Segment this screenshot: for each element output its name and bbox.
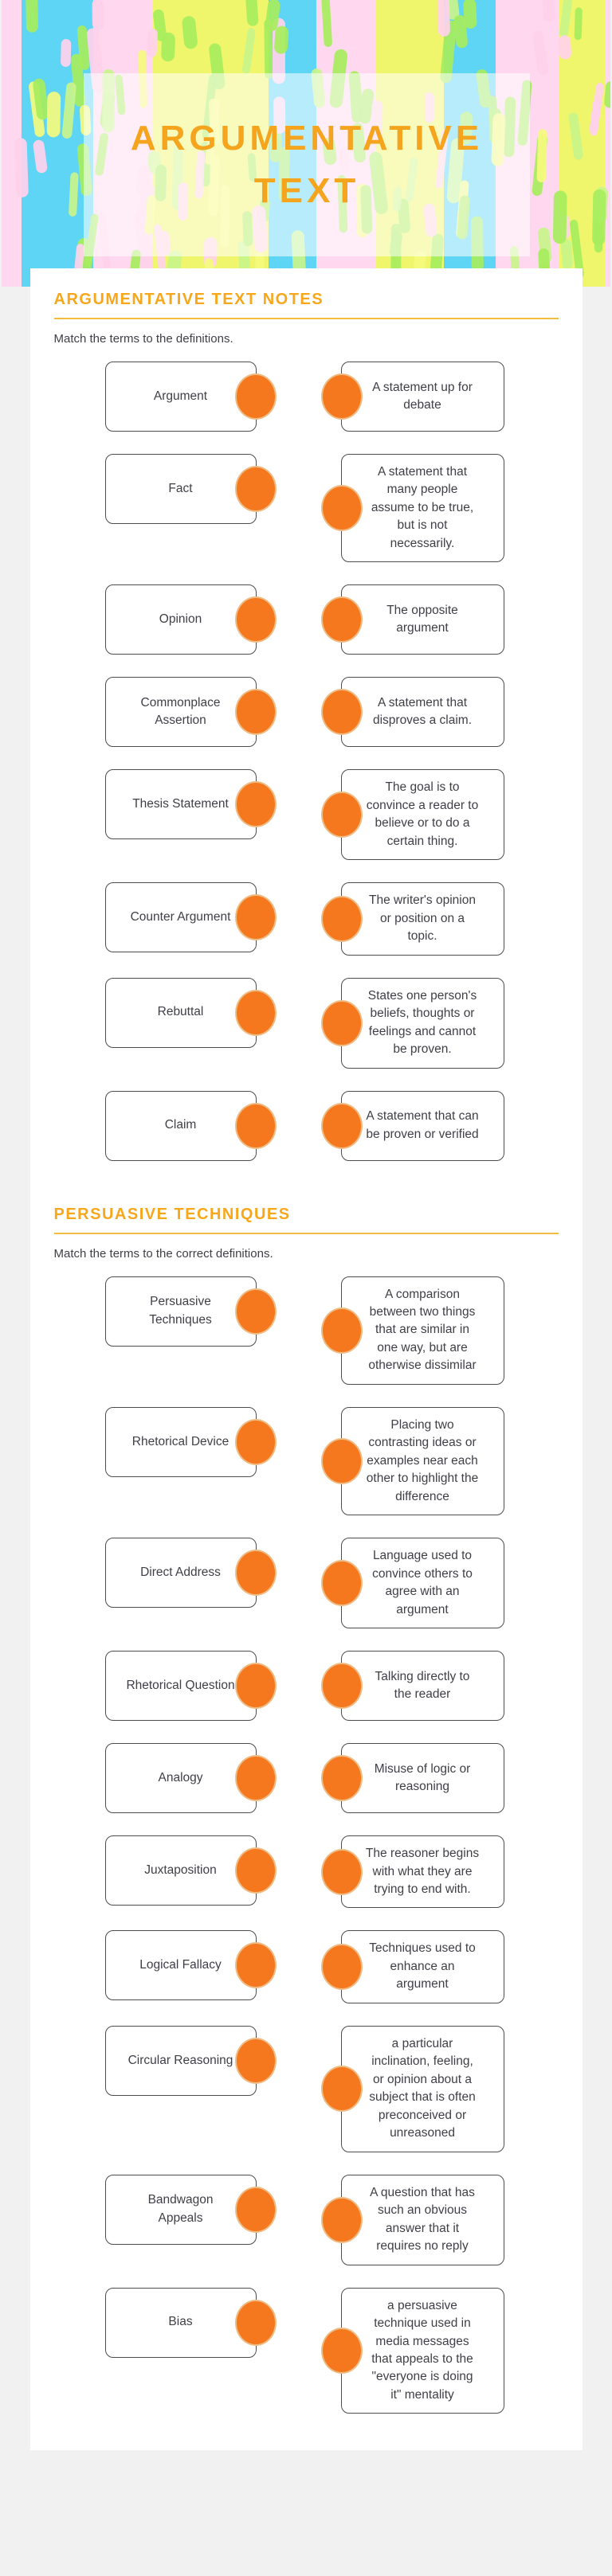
definition-connector-dot[interactable]	[321, 596, 363, 643]
term-label: Juxtaposition	[144, 1863, 217, 1877]
term-box	[105, 1835, 257, 1906]
definition-box	[341, 2288, 504, 2414]
definition-connector-dot[interactable]	[321, 1308, 363, 1354]
definition-connector-dot[interactable]	[321, 1663, 363, 1709]
header-banner	[2, 0, 610, 287]
term-label: Analogy	[158, 1770, 203, 1784]
definition-box	[341, 1743, 504, 1813]
term-connector-dot[interactable]	[235, 2187, 277, 2233]
term-label: Direct Address	[140, 1565, 221, 1579]
definition-label: The goal is to convince a reader to believe or to do a certain thing.	[366, 780, 479, 848]
match-row	[105, 454, 559, 562]
definition-connector-dot[interactable]	[321, 1438, 363, 1484]
match-row	[105, 362, 559, 432]
match-row	[105, 1743, 559, 1813]
term-connector-dot[interactable]	[235, 2038, 277, 2084]
term-connector-dot[interactable]	[235, 1847, 277, 1894]
term-box	[105, 1930, 257, 2000]
worksheet-card	[30, 268, 583, 2450]
term-box	[105, 978, 257, 1048]
term-label: Bandwagon Appeals	[147, 2193, 214, 2225]
term-box	[105, 1651, 257, 1721]
term-connector-dot[interactable]	[235, 1103, 277, 1149]
definition-label: A statement that disproves a claim.	[372, 695, 473, 728]
term-box	[105, 1538, 257, 1608]
definition-label: The reasoner begins with what they are trying to end with.	[365, 1847, 480, 1896]
definition-box	[341, 362, 504, 432]
definition-label: Techniques used to enhance an argument	[369, 1941, 476, 1992]
term-label: Persuasive Techniques	[149, 1295, 212, 1327]
section-persuasive-techniques	[54, 1206, 559, 2414]
term-label: Commonplace Assertion	[140, 695, 221, 728]
term-label: Logical Fallacy	[139, 1958, 222, 1972]
definition-box	[341, 1835, 504, 1908]
section-argumentative-text-notes	[54, 291, 559, 1161]
definition-label: The opposite argument	[386, 603, 458, 635]
term-connector-dot[interactable]	[235, 781, 277, 827]
definition-label: A statement that can be proven or verified	[366, 1109, 479, 1141]
term-connector-dot[interactable]	[235, 1755, 277, 1801]
term-connector-dot[interactable]	[235, 1942, 277, 1988]
section-heading: PERSUASIVE TECHNIQUES	[53, 1205, 291, 1223]
definition-box	[341, 2175, 504, 2265]
definition-box	[341, 454, 504, 562]
term-connector-dot[interactable]	[235, 1288, 277, 1335]
definition-box	[341, 769, 504, 860]
definition-label: A question that has such an obvious answer that it requires no reply	[370, 2185, 475, 2254]
definition-box	[341, 677, 504, 747]
definition-connector-dot[interactable]	[321, 1103, 363, 1149]
term-label: Rhetorical Device	[131, 1434, 230, 1448]
term-connector-dot[interactable]	[235, 1550, 277, 1596]
term-label: Circular Reasoning	[128, 2053, 233, 2067]
definition-connector-dot[interactable]	[321, 2066, 363, 2112]
term-box	[105, 2288, 257, 2358]
term-connector-dot[interactable]	[235, 596, 277, 643]
term-label: Claim	[164, 1118, 197, 1132]
match-row	[105, 882, 559, 955]
definition-label: a persuasive technique used in media messages that appeals to the "everyone is doing it" mentality	[371, 2298, 473, 2402]
definition-box	[341, 1091, 504, 1161]
match-row	[105, 1276, 559, 1385]
section-divider	[54, 318, 559, 319]
definition-box	[341, 882, 504, 955]
definition-label: Language used to convince others to agree with an argument	[372, 1549, 473, 1616]
term-box	[105, 362, 257, 432]
term-box	[105, 1091, 257, 1161]
match-row	[105, 978, 559, 1069]
match-row	[105, 1835, 559, 1908]
match-row	[105, 1407, 559, 1515]
matching-exercise	[105, 362, 559, 1161]
banner-title-panel	[84, 73, 530, 256]
match-row	[105, 1930, 559, 2003]
match-row	[105, 677, 559, 747]
section-instruction: Match the terms to the correct definitions.	[53, 1246, 273, 1261]
definition-connector-dot[interactable]	[321, 1944, 363, 1990]
term-connector-dot[interactable]	[235, 990, 277, 1036]
match-row	[105, 584, 559, 655]
definition-box	[341, 1651, 504, 1721]
match-row	[105, 1651, 559, 1721]
definition-box	[341, 584, 504, 655]
term-box	[105, 2026, 257, 2096]
definition-connector-dot[interactable]	[321, 1560, 363, 1606]
match-row	[105, 1538, 559, 1628]
worksheet-title-line2: TEXT	[253, 171, 360, 210]
term-connector-dot[interactable]	[235, 373, 277, 420]
match-row	[105, 2175, 559, 2265]
term-label: Rhetorical Question	[126, 1678, 235, 1692]
definition-box	[341, 1276, 504, 1385]
term-label: Bias	[168, 2315, 193, 2329]
definition-connector-dot[interactable]	[321, 1849, 363, 1895]
definition-connector-dot[interactable]	[321, 485, 363, 531]
match-row	[105, 1091, 559, 1161]
definition-connector-dot[interactable]	[321, 1000, 363, 1046]
section-heading: ARGUMENTATIVE TEXT NOTES	[53, 291, 324, 308]
term-label: Thesis Statement	[132, 797, 229, 811]
term-box	[105, 1276, 257, 1347]
term-connector-dot[interactable]	[235, 1419, 277, 1465]
definition-box	[341, 2026, 504, 2152]
definition-label: Misuse of logic or reasoning	[374, 1761, 471, 1794]
match-row	[105, 2026, 559, 2152]
term-label: Fact	[168, 481, 193, 495]
term-label: Counter Argument	[130, 909, 231, 924]
term-box	[105, 677, 257, 747]
definition-label: The writer's opinion or position on a topic.	[369, 893, 476, 944]
definition-box	[341, 978, 504, 1069]
definition-connector-dot[interactable]	[321, 896, 363, 942]
definition-connector-dot[interactable]	[321, 2197, 363, 2243]
definition-label: Placing two contrasting ideas or examples near each other to highlight the difference	[366, 1417, 479, 1503]
section-divider	[54, 1233, 559, 1234]
term-label: Rebuttal	[157, 1005, 204, 1019]
match-row	[105, 769, 559, 860]
definition-connector-dot[interactable]	[321, 689, 363, 735]
term-box	[105, 454, 257, 524]
definition-connector-dot[interactable]	[321, 1755, 363, 1801]
term-connector-dot[interactable]	[235, 466, 277, 512]
definition-connector-dot[interactable]	[321, 792, 363, 838]
term-label: Opinion	[159, 612, 202, 627]
definition-label: A statement up for debate	[372, 380, 473, 412]
section-instruction: Match the terms to the definitions.	[53, 332, 233, 346]
term-connector-dot[interactable]	[235, 1663, 277, 1709]
term-connector-dot[interactable]	[235, 689, 277, 735]
term-box	[105, 769, 257, 839]
term-box	[105, 2175, 257, 2245]
definition-label: A statement that many people assume to be true, but is not necessarily.	[371, 465, 474, 550]
term-box	[105, 882, 257, 952]
definition-label: A comparison between two things that are similar in one way, but are otherwise dissimilar	[368, 1287, 477, 1373]
match-row	[105, 2288, 559, 2414]
definition-connector-dot[interactable]	[321, 373, 363, 420]
definition-label: Talking directly to the reader	[375, 1669, 470, 1702]
term-box	[105, 1743, 257, 1813]
definition-label: a particular inclination, feeling, or opinion about a subject that is often preconceived or unreasoned	[369, 2036, 476, 2140]
term-box	[105, 1407, 257, 1477]
matching-exercise	[105, 1276, 559, 2414]
definition-label: States one person's beliefs, thoughts or feelings and cannot be proven.	[367, 988, 477, 1057]
worksheet-title-line1: ARGUMENTATIVE	[130, 119, 484, 158]
definition-box	[341, 1538, 504, 1628]
term-connector-dot[interactable]	[235, 894, 277, 940]
term-connector-dot[interactable]	[235, 2300, 277, 2346]
term-box	[105, 584, 257, 655]
definition-box	[341, 1930, 504, 2003]
term-label: Argument	[153, 389, 208, 403]
definition-box	[341, 1407, 504, 1515]
definition-connector-dot[interactable]	[321, 2328, 363, 2374]
